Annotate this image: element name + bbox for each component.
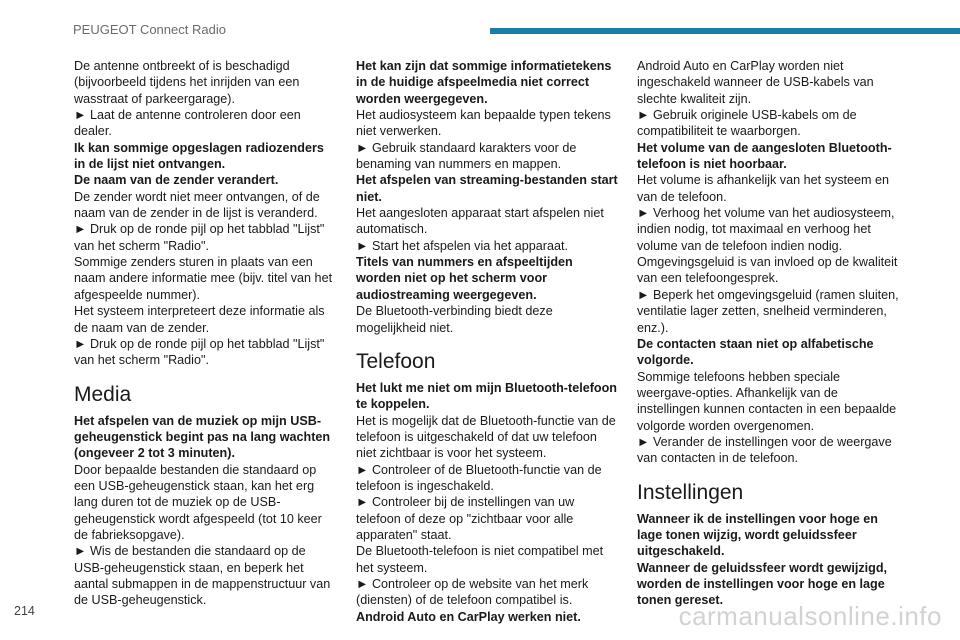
question-heading: Het afspelen van de muziek op mijn USB-geheugenstick begint pas na lang wachten (ongeveer 2 tot 3 minuten). (74, 413, 331, 461)
watermark: carmanualsonline.info (678, 601, 942, 631)
question-heading: Het kan zijn dat sommige informatietekens in de huidige afspeelmedia niet correct worden weergegeven. (356, 59, 612, 106)
body-paragraph: Het aangesloten apparaat start afspelen niet automatisch. (356, 206, 604, 237)
body-paragraph: Android Auto en CarPlay worden niet ingeschakeld wanneer de USB-kabels van slechte kwaliteit zijn. (637, 59, 874, 106)
text-column-1 (74, 58, 336, 609)
body-paragraph: Omgevingsgeluid is van invloed op de kwaliteit van een telefoongesprek. (637, 255, 898, 286)
body-paragraph: ► Controleer op de website van het merk (diensten) of de telefoon compatibel is. (356, 576, 589, 608)
body-paragraph: ► Druk op de ronde pijl op het tabblad "Lijst" van het scherm "Radio". (74, 336, 325, 368)
section-heading: Instellingen (637, 480, 744, 504)
header-accent-bar (490, 28, 960, 34)
body-paragraph: ► Controleer bij de instellingen van uw telefoon of deze op "zichtbaar voor alle apparaten" staat. (356, 495, 575, 542)
body-paragraph: Sommige zenders sturen in plaats van een naam andere informatie mee (bijv. titel van het afgespeelde nummer). (74, 255, 333, 302)
running-header-title: PEUGEOT Connect Radio (73, 22, 226, 37)
question-heading: De contacten staan niet op alfabetische volgorde. (637, 336, 874, 368)
question-heading: De naam van de zender verandert. (74, 173, 279, 188)
section-heading: Telefoon (356, 349, 436, 373)
body-paragraph: ► Gebruik standaard karakters voor de benaming van nummers en mappen. (356, 140, 577, 172)
body-paragraph: ► Verander de instellingen voor de weergave van contacten in de telefoon. (637, 434, 892, 466)
section-heading: Media (74, 382, 132, 406)
body-paragraph: Het volume is afhankelijk van het systeem en van de telefoon. (637, 173, 889, 204)
body-paragraph: ► Controleer of de Bluetooth-functie van de telefoon is ingeschakeld. (356, 462, 602, 493)
body-paragraph: ► Druk op de ronde pijl op het tabblad "Lijst" van het scherm "Radio". (74, 222, 325, 253)
body-paragraph: De Bluetooth-verbinding biedt deze mogelijkheid niet. (356, 304, 553, 335)
body-paragraph: ► Laat de antenne controleren door een dealer. (74, 108, 301, 139)
question-heading: Wanneer ik de instellingen voor hoge en lage tonen wijzig, wordt geluidssfeer uitgeschakeld. (637, 511, 878, 559)
question-heading: Het volume van de aangesloten Bluetooth-telefoon is niet hoorbaar. (637, 140, 892, 172)
body-paragraph: Het audiosysteem kan bepaalde typen tekens niet verwerken. (356, 108, 611, 139)
body-paragraph: De zender wordt niet meer ontvangen, of de naam van de zender in de lijst is veranderd. (74, 189, 320, 221)
question-heading: Wanneer de geluidssfeer wordt gewijzigd, worden de instellingen voor hoge en lage tonen gereset. (637, 560, 888, 608)
body-paragraph: ► Start het afspelen via het apparaat. (356, 238, 568, 253)
body-paragraph: Het systeem interpreteert deze informatie als de naam van de zender. (74, 304, 325, 335)
body-paragraph: ► Verhoog het volume van het audiosysteem, indien nodig, tot maximaal en verhoog het volume van de telefoon indien nodig. (637, 206, 895, 253)
question-heading: Ik kan sommige opgeslagen radiozenders in de lijst niet ontvangen. (74, 140, 324, 172)
body-paragraph: Door bepaalde bestanden die standaard op een USB-geheugenstick staan, kan het erg lang duren tot de muziek op de USB-geheugenstick wordt afgespeeld (tot 10 keer de fabrieksopgave). (74, 462, 322, 542)
question-heading: Het lukt me niet om mijn Bluetooth-telefoon te koppelen. (356, 380, 617, 412)
page-number: 214 (14, 604, 35, 618)
body-paragraph: De antenne ontbreekt of is beschadigd (bijvoorbeeld tijdens het inrijden van een wasstraat of parkeergarage). (74, 59, 300, 106)
question-heading: Het afspelen van streaming-bestanden start niet. (356, 173, 618, 204)
text-column-2 (356, 58, 618, 625)
body-paragraph: ► Beperk het omgevingsgeluid (ramen sluiten, ventilatie lager zetten, snelheid verminderen, enz.). (637, 287, 899, 335)
body-paragraph: De Bluetooth-telefoon is niet compatibel met het systeem. (356, 544, 604, 575)
question-heading: Android Auto en CarPlay werken niet. (356, 609, 581, 624)
body-paragraph: ► Wis de bestanden die standaard op de USB-geheugenstick staan, en beperk het aantal submappen in de mappenstructuur van de USB-geheugenstick. (74, 544, 331, 608)
text-column-3 (637, 58, 899, 609)
body-paragraph: Sommige telefoons hebben speciale weergave-opties. Afhankelijk van de instellingen kunnen contacten in een bepaalde volgorde worden overgenomen. (637, 369, 897, 433)
body-paragraph: ► Gebruik originele USB-kabels om de compatibiliteit te waarborgen. (637, 108, 857, 139)
question-heading: Titels van nummers en afspeeltijden worden niet op het scherm voor audiostreaming weergegeven. (356, 255, 573, 302)
body-paragraph: Het is mogelijk dat de Bluetooth-functie van de telefoon is uitgeschakeld of dat uw telefoon niet zichtbaar is voor het systeem. (356, 413, 616, 461)
